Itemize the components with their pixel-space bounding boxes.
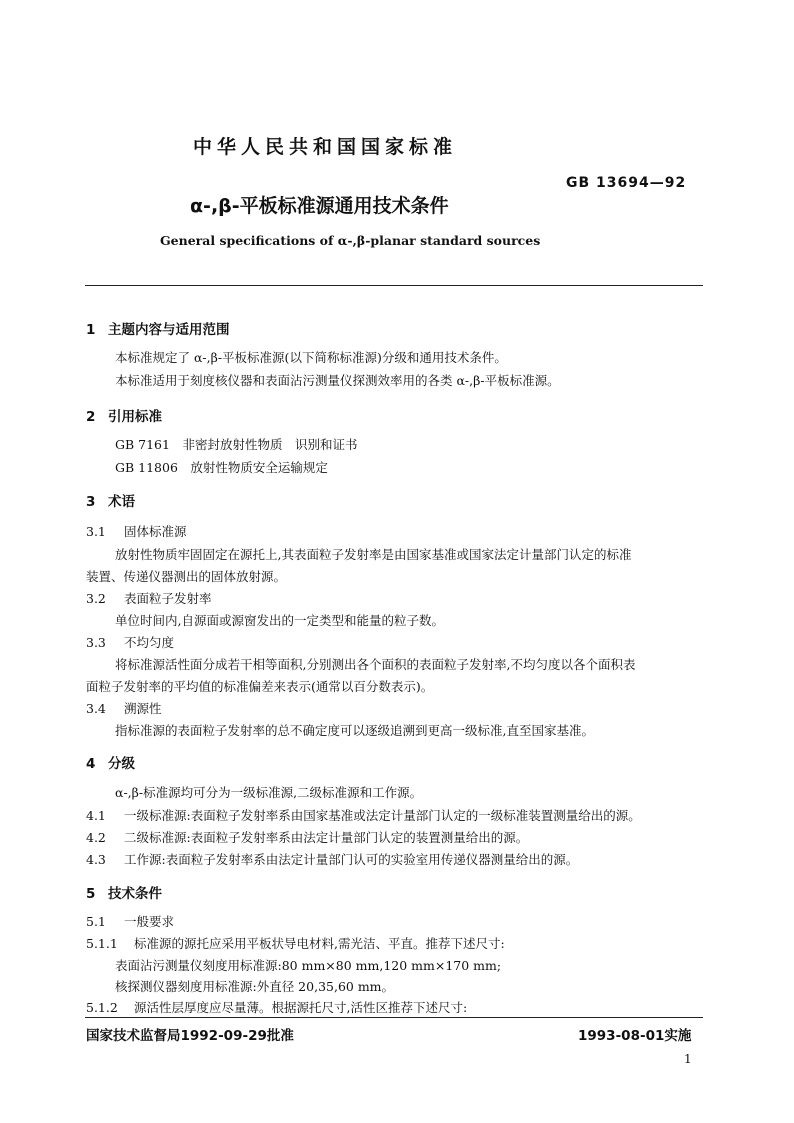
subsection-5-1-1: [86, 934, 505, 952]
issue-date: 国家技术监督局1992-09-29批准: [86, 1028, 294, 1044]
subsection-title: 一般要求: [124, 914, 175, 929]
subsection-text: 一级标准源:表面粒子发射率系由国家基准或法定计量部门认定的一级标准装置测量给出的源。: [124, 808, 641, 823]
section-title: 引用标准: [108, 409, 162, 425]
subsection-number: 4.1: [86, 808, 106, 823]
subsection-3-4-heading: [86, 699, 162, 717]
section-number: 1: [86, 322, 96, 338]
paragraph: 装置、传递仪器测出的固体放射源。: [86, 569, 287, 584]
reference-item: GB 11806 放射性物质安全运输规定: [115, 460, 328, 475]
subsection-number: 3.2: [86, 591, 106, 606]
subsection-number: 5.1.1: [86, 936, 118, 951]
chinese-title: α-,β-平板标准源通用技术条件: [190, 195, 449, 217]
paragraph: 将标准源活性面分成若干相等面积,分别测出各个面积的表面粒子发射率,不均匀度以各个面积表: [115, 657, 636, 672]
page-number: 1: [684, 1052, 692, 1066]
subsection-title: 不均匀度: [124, 635, 175, 650]
subsection-text: 源活性层厚度应尽量薄。根据源托尺寸,活性区推荐下述尺寸:: [134, 1000, 468, 1015]
paragraph: 指标准源的表面粒子发射率的总不确定度可以逐级追溯到更高一级标准,直至国家基准。: [115, 723, 594, 738]
paragraph: 本标准规定了 α-,β-平板标准源(以下简称标准源)分级和通用技术条件。: [115, 350, 507, 365]
section-1-heading: [86, 318, 230, 338]
paragraph: 面粒子发射率的平均值的标准偏差来表示(通常以百分数表示)。: [86, 679, 434, 694]
paragraph: 放射性物质牢固固定在源托上,其表面粒子发射率是由国家基准或国家法定计量部门认定的标准: [115, 547, 632, 562]
subsection-title: 固体标准源: [124, 524, 187, 539]
section-title: 技术条件: [108, 886, 162, 902]
section-title: 术语: [108, 494, 135, 510]
subsection-title: 表面粒子发射率: [124, 591, 212, 606]
subsection-title: 溯源性: [124, 701, 162, 716]
paragraph: 单位时间内,自源面或源窗发出的一定类型和能量的粒子数。: [115, 613, 444, 628]
section-4-heading: [86, 752, 135, 772]
subsection-number: 5.1.2: [86, 1000, 118, 1015]
paragraph: 本标准适用于刻度核仪器和表面沾污测量仪探测效率用的各类 α-,β-平板标准源。: [115, 373, 560, 388]
subsection-text: 标准源的源托应采用平板状导电材料,需光洁、平直。推荐下述尺寸:: [134, 936, 505, 951]
subsection-4-1: [86, 806, 641, 824]
section-5-heading: [86, 882, 162, 902]
subsection-text: 工作源:表面粒子发射率系由法定计量部门认可的实验室用传递仪器测量给出的源。: [124, 852, 579, 867]
footer-rule: [85, 1017, 703, 1018]
section-number: 5: [86, 886, 96, 902]
reference-item: GB 7161 非密封放射性物质 识别和证书: [115, 437, 358, 452]
subsection-number: 3.4: [86, 701, 106, 716]
header-rule: [85, 285, 703, 286]
subsection-3-3-heading: [86, 633, 174, 651]
subsection-text: 二级标准源:表面粒子发射率系由法定计量部门认定的装置测量给出的源。: [124, 830, 529, 845]
subsection-number: 3.1: [86, 524, 106, 539]
paragraph: 核探测仪器刻度用标准源:外直径 20,35,60 mm。: [115, 979, 395, 994]
subsection-number: 3.3: [86, 635, 106, 650]
section-number: 4: [86, 756, 96, 772]
english-title: General specifications of α-,β-planar standard sources: [160, 233, 541, 248]
subsection-5-1-2: [86, 998, 467, 1016]
section-number: 2: [86, 409, 96, 425]
subsection-number: 4.2: [86, 830, 106, 845]
subsection-4-3: [86, 850, 578, 868]
subsection-number: 5.1: [86, 914, 106, 929]
effective-date: 1993-08-01实施: [578, 1028, 692, 1044]
subsection-3-2-heading: [86, 589, 212, 607]
standard-number: GB 13694—92: [566, 175, 687, 191]
standard-header: 中华人民共和国国家标准: [192, 136, 457, 158]
subsection-number: 4.3: [86, 852, 106, 867]
section-2-heading: [86, 405, 162, 425]
paragraph: 表面沾污测量仪刻度用标准源:80 mm×80 mm,120 mm×170 mm;: [115, 958, 502, 973]
section-title: 主题内容与适用范围: [108, 322, 230, 338]
paragraph: α-,β-标准源均可分为一级标准源,二级标准源和工作源。: [115, 785, 423, 800]
subsection-3-1-heading: [86, 522, 187, 540]
section-title: 分级: [108, 756, 135, 772]
subsection-5-1-heading: [86, 912, 174, 930]
subsection-4-2: [86, 828, 528, 846]
section-3-heading: [86, 490, 135, 510]
section-number: 3: [86, 494, 96, 510]
